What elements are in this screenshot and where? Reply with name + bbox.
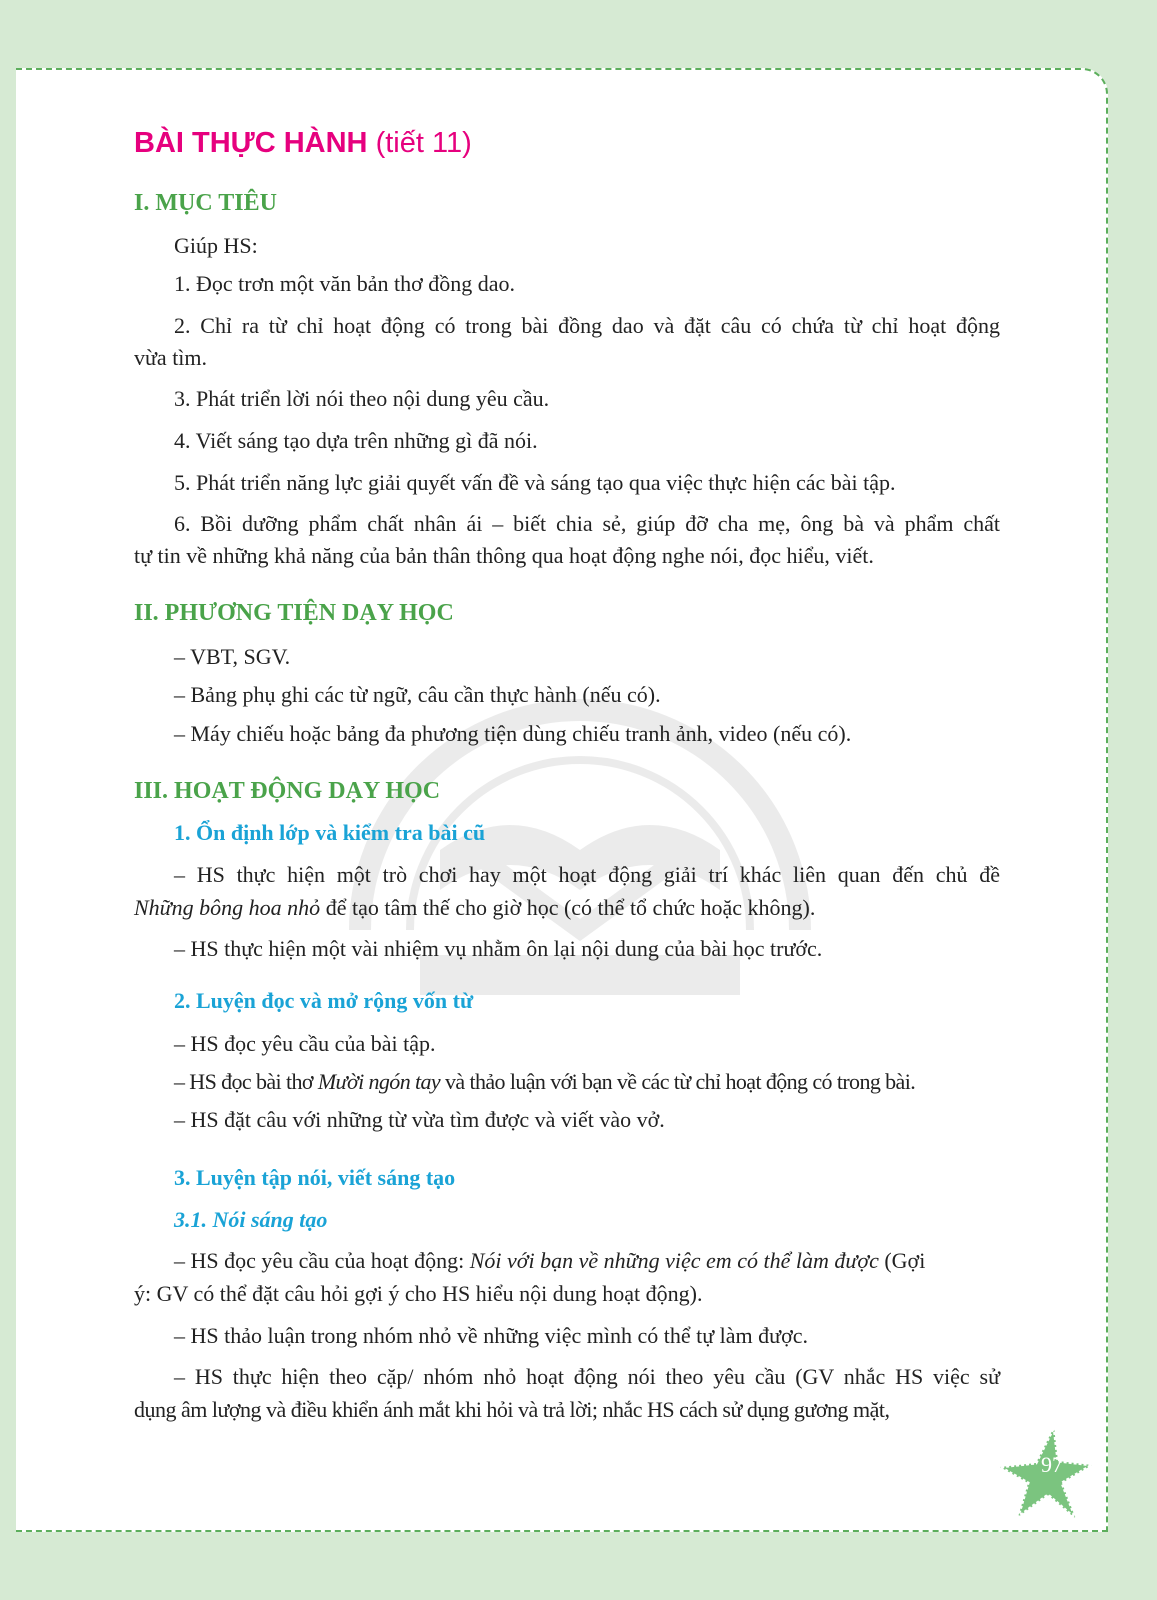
activity-line (134, 892, 815, 924)
activity-line: – HS thực hiện theo cặp/ nhóm nhỏ hoạt động nói theo yêu cầu (GV nhắc HS việc sử (174, 1364, 1000, 1389)
objective-item: 2. Chỉ ra từ chỉ hoạt động có trong bài đồng dao và đặt câu có chứa từ chỉ hoạt động (174, 313, 1000, 338)
poem-title: Mười ngón tay (317, 1069, 441, 1094)
activity-line (174, 1066, 915, 1098)
activity-line: dụng âm lượng và điều khiển ánh mắt khi hỏi và trả lời; nhắc HS cách sử dụng gương mặt, (134, 1397, 890, 1422)
objective-item: 5. Phát triển năng lực giải quyết vấn đề và sáng tạo qua việc thực hiện các bài tập. (174, 470, 896, 495)
subsubsection-heading-speaking: 3.1. Nói sáng tạo (174, 1207, 328, 1232)
section-heading-activities: III. HOẠT ĐỘNG DẠY HỌC (134, 778, 441, 804)
activity-line-text: và thảo luận với bạn về các từ chỉ hoạt động có trong bài. (440, 1069, 916, 1094)
page-number: 97 (1041, 1452, 1063, 1477)
subsection-heading-reading: 2. Luyện đọc và mở rộng vốn từ (174, 988, 474, 1013)
material-item: – VBT, SGV. (174, 644, 291, 669)
objective-item: 6. Bồi dưỡng phẩm chất nhân ái – biết chia sẻ, giúp đỡ cha mẹ, ông bà và phẩm chất (174, 511, 1000, 536)
subsection-heading-warmup: 1. Ổn định lớp và kiểm tra bài cũ (174, 820, 486, 845)
activity-line-text: – HS đọc yêu cầu của hoạt động: (174, 1248, 470, 1273)
section-heading-materials: II. PHƯƠNG TIỆN DẠY HỌC (134, 600, 454, 626)
subsection-heading-practice: 3. Luyện tập nói, viết sáng tạo (174, 1165, 456, 1190)
objective-item-continued: vừa tìm. (134, 345, 208, 370)
objectives-intro: Giúp HS: (174, 233, 258, 258)
activity-line: – HS thảo luận trong nhóm nhỏ về những việc mình có thể tự làm được. (174, 1323, 808, 1348)
activity-line: – HS đặt câu với những từ vừa tìm được và viết vào vở. (174, 1107, 665, 1132)
objective-item: 1. Đọc trơn một văn bản thơ đồng dao. (174, 271, 515, 296)
activity-line: – HS đọc yêu cầu của bài tập. (174, 1031, 436, 1056)
activity-line-text: (Gợi (878, 1248, 926, 1273)
activity-line: ý: GV có thể đặt câu hỏi gợi ý cho HS hiểu nội dung hoạt động). (134, 1281, 703, 1306)
objective-item: 3. Phát triển lời nói theo nội dung yêu cầu. (174, 386, 550, 411)
lesson-title (134, 127, 472, 160)
activity-line: – HS thực hiện một vài nhiệm vụ nhằm ôn lại nội dung của bài học trước. (174, 936, 823, 961)
material-item: – Bảng phụ ghi các từ ngữ, câu cần thực hành (nếu có). (174, 682, 661, 707)
objective-item: 4. Viết sáng tạo dựa trên những gì đã nói. (174, 428, 538, 453)
material-item: – Máy chiếu hoặc bảng đa phương tiện dùng chiếu tranh ảnh, video (nếu có). (174, 721, 852, 746)
lesson-title-main: BÀI THỰC HÀNH (134, 127, 368, 159)
activity-line-text: để tạo tâm thế cho giờ học (có thể tổ chức hoặc không). (320, 895, 816, 920)
activity-line (174, 1245, 925, 1277)
activity-line-text: – HS đọc bài thơ (174, 1069, 318, 1094)
topic-title: Những bông hoa nhỏ (134, 895, 321, 920)
task-title: Nói với bạn về những việc em có thể làm được (469, 1248, 879, 1273)
activity-line: – HS thực hiện một trò chơi hay một hoạt động giải trí khác liên quan đến chủ đề (174, 862, 1000, 887)
lesson-title-sub: (tiết 11) (375, 127, 472, 159)
objective-item-continued: tự tin về những khả năng của bản thân thông qua hoạt động nghe nói, đọc hiểu, viết. (134, 543, 874, 568)
section-heading-objectives: I. MỤC TIÊU (134, 190, 277, 216)
